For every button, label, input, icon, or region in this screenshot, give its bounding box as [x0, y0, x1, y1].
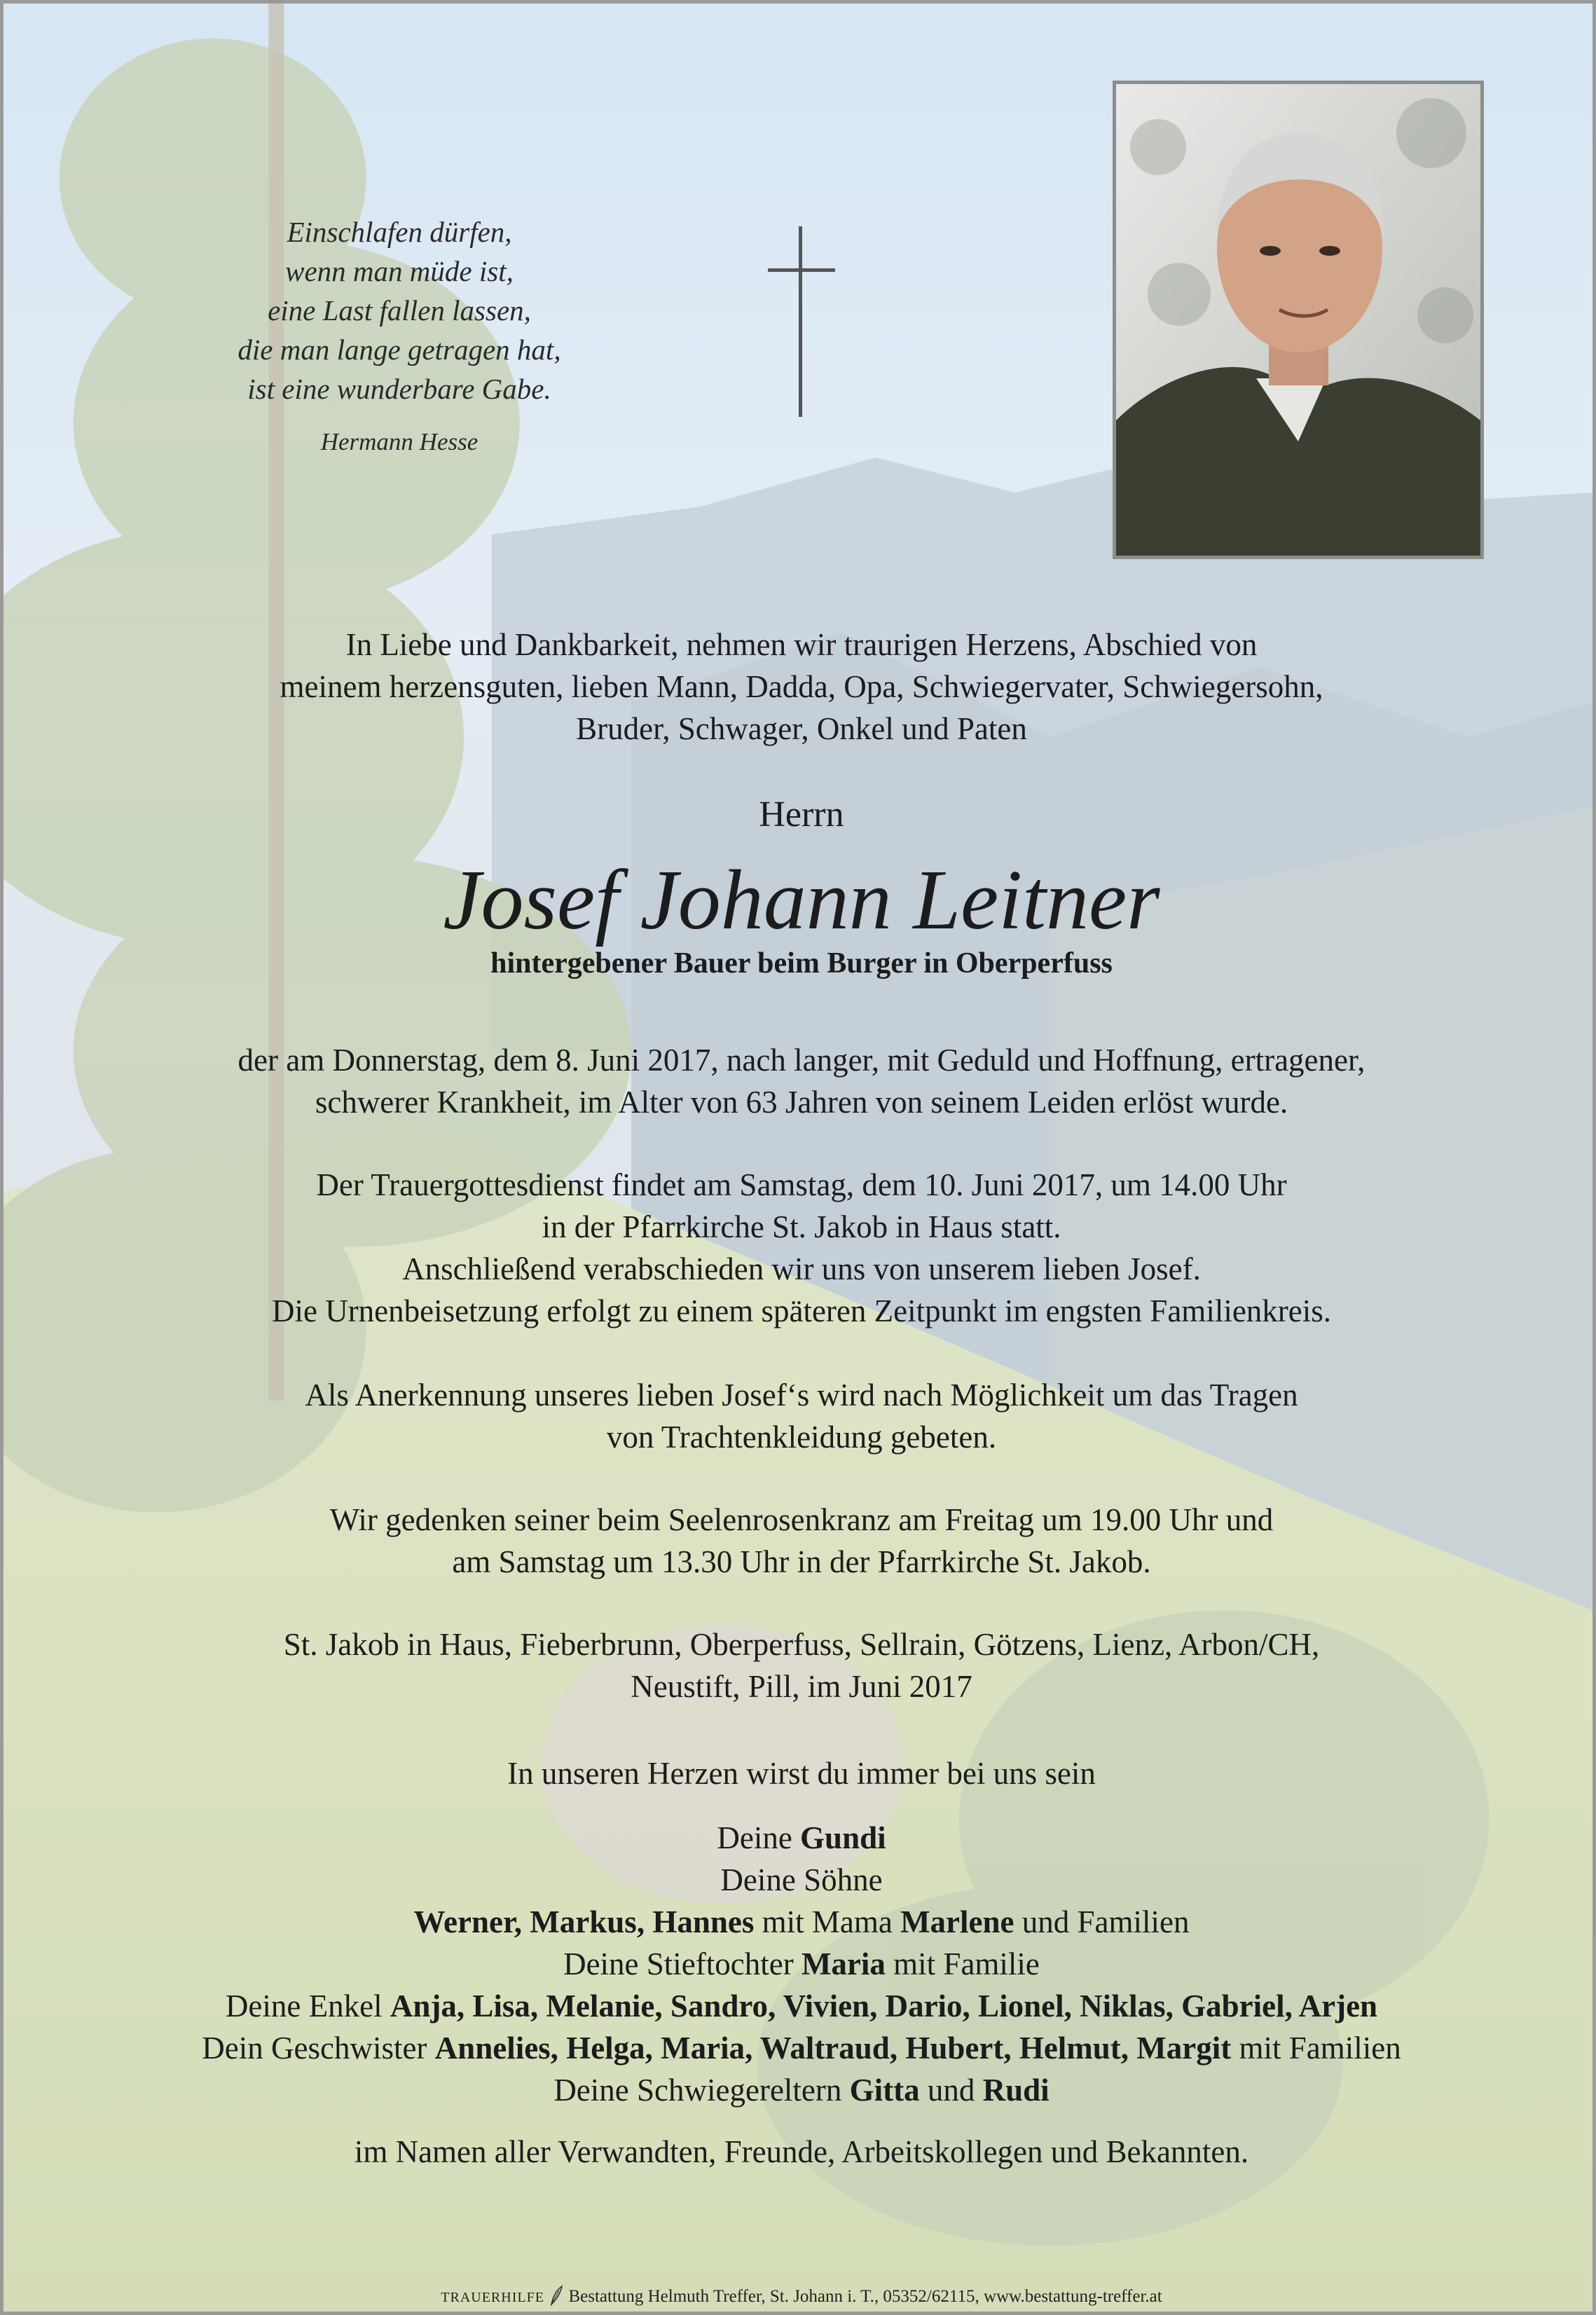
quote-line: ist eine wunderbare Gabe. — [247, 373, 551, 405]
dress-text — [74, 1374, 1529, 1458]
rosary-text — [74, 1499, 1529, 1583]
family-stepdaughter: Deine Stieftochter Maria mit Familie — [563, 1946, 1040, 1981]
death-line: der am Donnerstag, dem 8. Juni 2017, nach langer, mit Geduld und Hoffnung, ertragener, — [238, 1043, 1365, 1078]
family-wife: Deine Gundi — [717, 1820, 886, 1855]
rosary-line: am Samstag um 13.30 Uhr in der Pfarrkirche St. Jakob. — [452, 1544, 1151, 1579]
family-grandchildren: Deine Enkel Anja, Lisa, Melanie, Sandro, Vivien, Dario, Lionel, Niklas, Gabriel, Arjen — [225, 1988, 1378, 2024]
dress-line: Als Anerkennung unseres lieben Josef‘s wird nach Möglichkeit um das Tragen — [305, 1378, 1298, 1413]
rosary-line: Wir gedenken seiner beim Seelenrosenkranz am Freitag um 19.00 Uhr und — [329, 1502, 1274, 1537]
service-line: in der Pfarrkirche St. Jakob in Haus statt. — [542, 1209, 1061, 1244]
death-text — [74, 1039, 1529, 1123]
cross-icon — [768, 226, 835, 420]
footer-brand: TRAUERHILFE — [441, 2290, 544, 2305]
feather-icon — [549, 2287, 568, 2306]
family-inlaws: Deine Schwiegereltern Gitta und Rudi — [553, 2073, 1050, 2108]
quote — [144, 212, 655, 462]
family-list — [74, 1817, 1529, 2111]
intro-line: In Liebe und Dankbarkeit, nehmen wir traurigen Herzens, Abschied von — [345, 627, 1258, 662]
service-line: Der Trauergottesdienst findet am Samstag, dem 10. Juni 2017, um 14.00 Uhr — [316, 1167, 1287, 1202]
quote-line: Einschlafen dürfen, — [287, 216, 512, 248]
occupation: hintergebener Bauer beim Burger in Oberperfuss — [490, 947, 1113, 980]
family-siblings: Dein Geschwister Annelies, Helga, Maria, Waltraud, Hubert, Helmut, Margit mit Familien — [202, 2031, 1401, 2066]
portrait-photo — [1113, 81, 1484, 559]
intro-line: Bruder, Schwager, Onkel und Paten — [576, 711, 1027, 746]
places-line: St. Jakob in Haus, Fieberbrunn, Oberperfuss, Sellrain, Götzens, Lienz, Arbon/CH, — [283, 1627, 1320, 1662]
service-line: Die Urnenbeisetzung erfolgt zu einem späteren Zeitpunkt im engsten Familienkreis. — [271, 1293, 1332, 1328]
death-line: schwerer Krankheit, im Alter von 63 Jahren von seinem Leiden erlöst wurde. — [315, 1085, 1288, 1120]
family-sons-heading: Deine Söhne — [720, 1862, 883, 1897]
footer — [4, 2285, 1596, 2307]
quote-line: die man lange getragen hat, — [238, 334, 561, 366]
footer-text: Bestattung Helmuth Treffer, St. Johann i. T., 05352/62115, www.bestattung-treffer.at — [568, 2287, 1162, 2306]
places-line: Neustift, Pill, im Juni 2017 — [631, 1669, 972, 1704]
intro-line: meinem herzensguten, lieben Mann, Dadda, Opa, Schwiegervater, Schwiegersohn, — [280, 669, 1323, 704]
quote-author: Hermann Hesse — [320, 428, 479, 455]
deceased-name: Josef Johann Leitner — [443, 853, 1160, 947]
quote-line: wenn man müde ist, — [285, 255, 514, 287]
family-sons: Werner, Markus, Hannes mit Mama Marlene und Familien — [413, 1904, 1190, 1939]
intro-text — [74, 624, 1529, 750]
service-text — [74, 1164, 1529, 1332]
closing-text: im Namen aller Verwandten, Freunde, Arbeitskollegen und Bekannten. — [354, 2134, 1249, 2169]
dress-line: von Trachtenkleidung gebeten. — [606, 1420, 997, 1455]
service-line: Anschließend verabschieden wir uns von unserem lieben Josef. — [402, 1251, 1201, 1286]
quote-line: eine Last fallen lassen, — [268, 294, 531, 327]
memory-text: In unseren Herzen wirst du immer bei uns sein — [507, 1756, 1096, 1791]
salutation: Herrn — [759, 795, 844, 834]
places-text — [74, 1623, 1529, 1708]
